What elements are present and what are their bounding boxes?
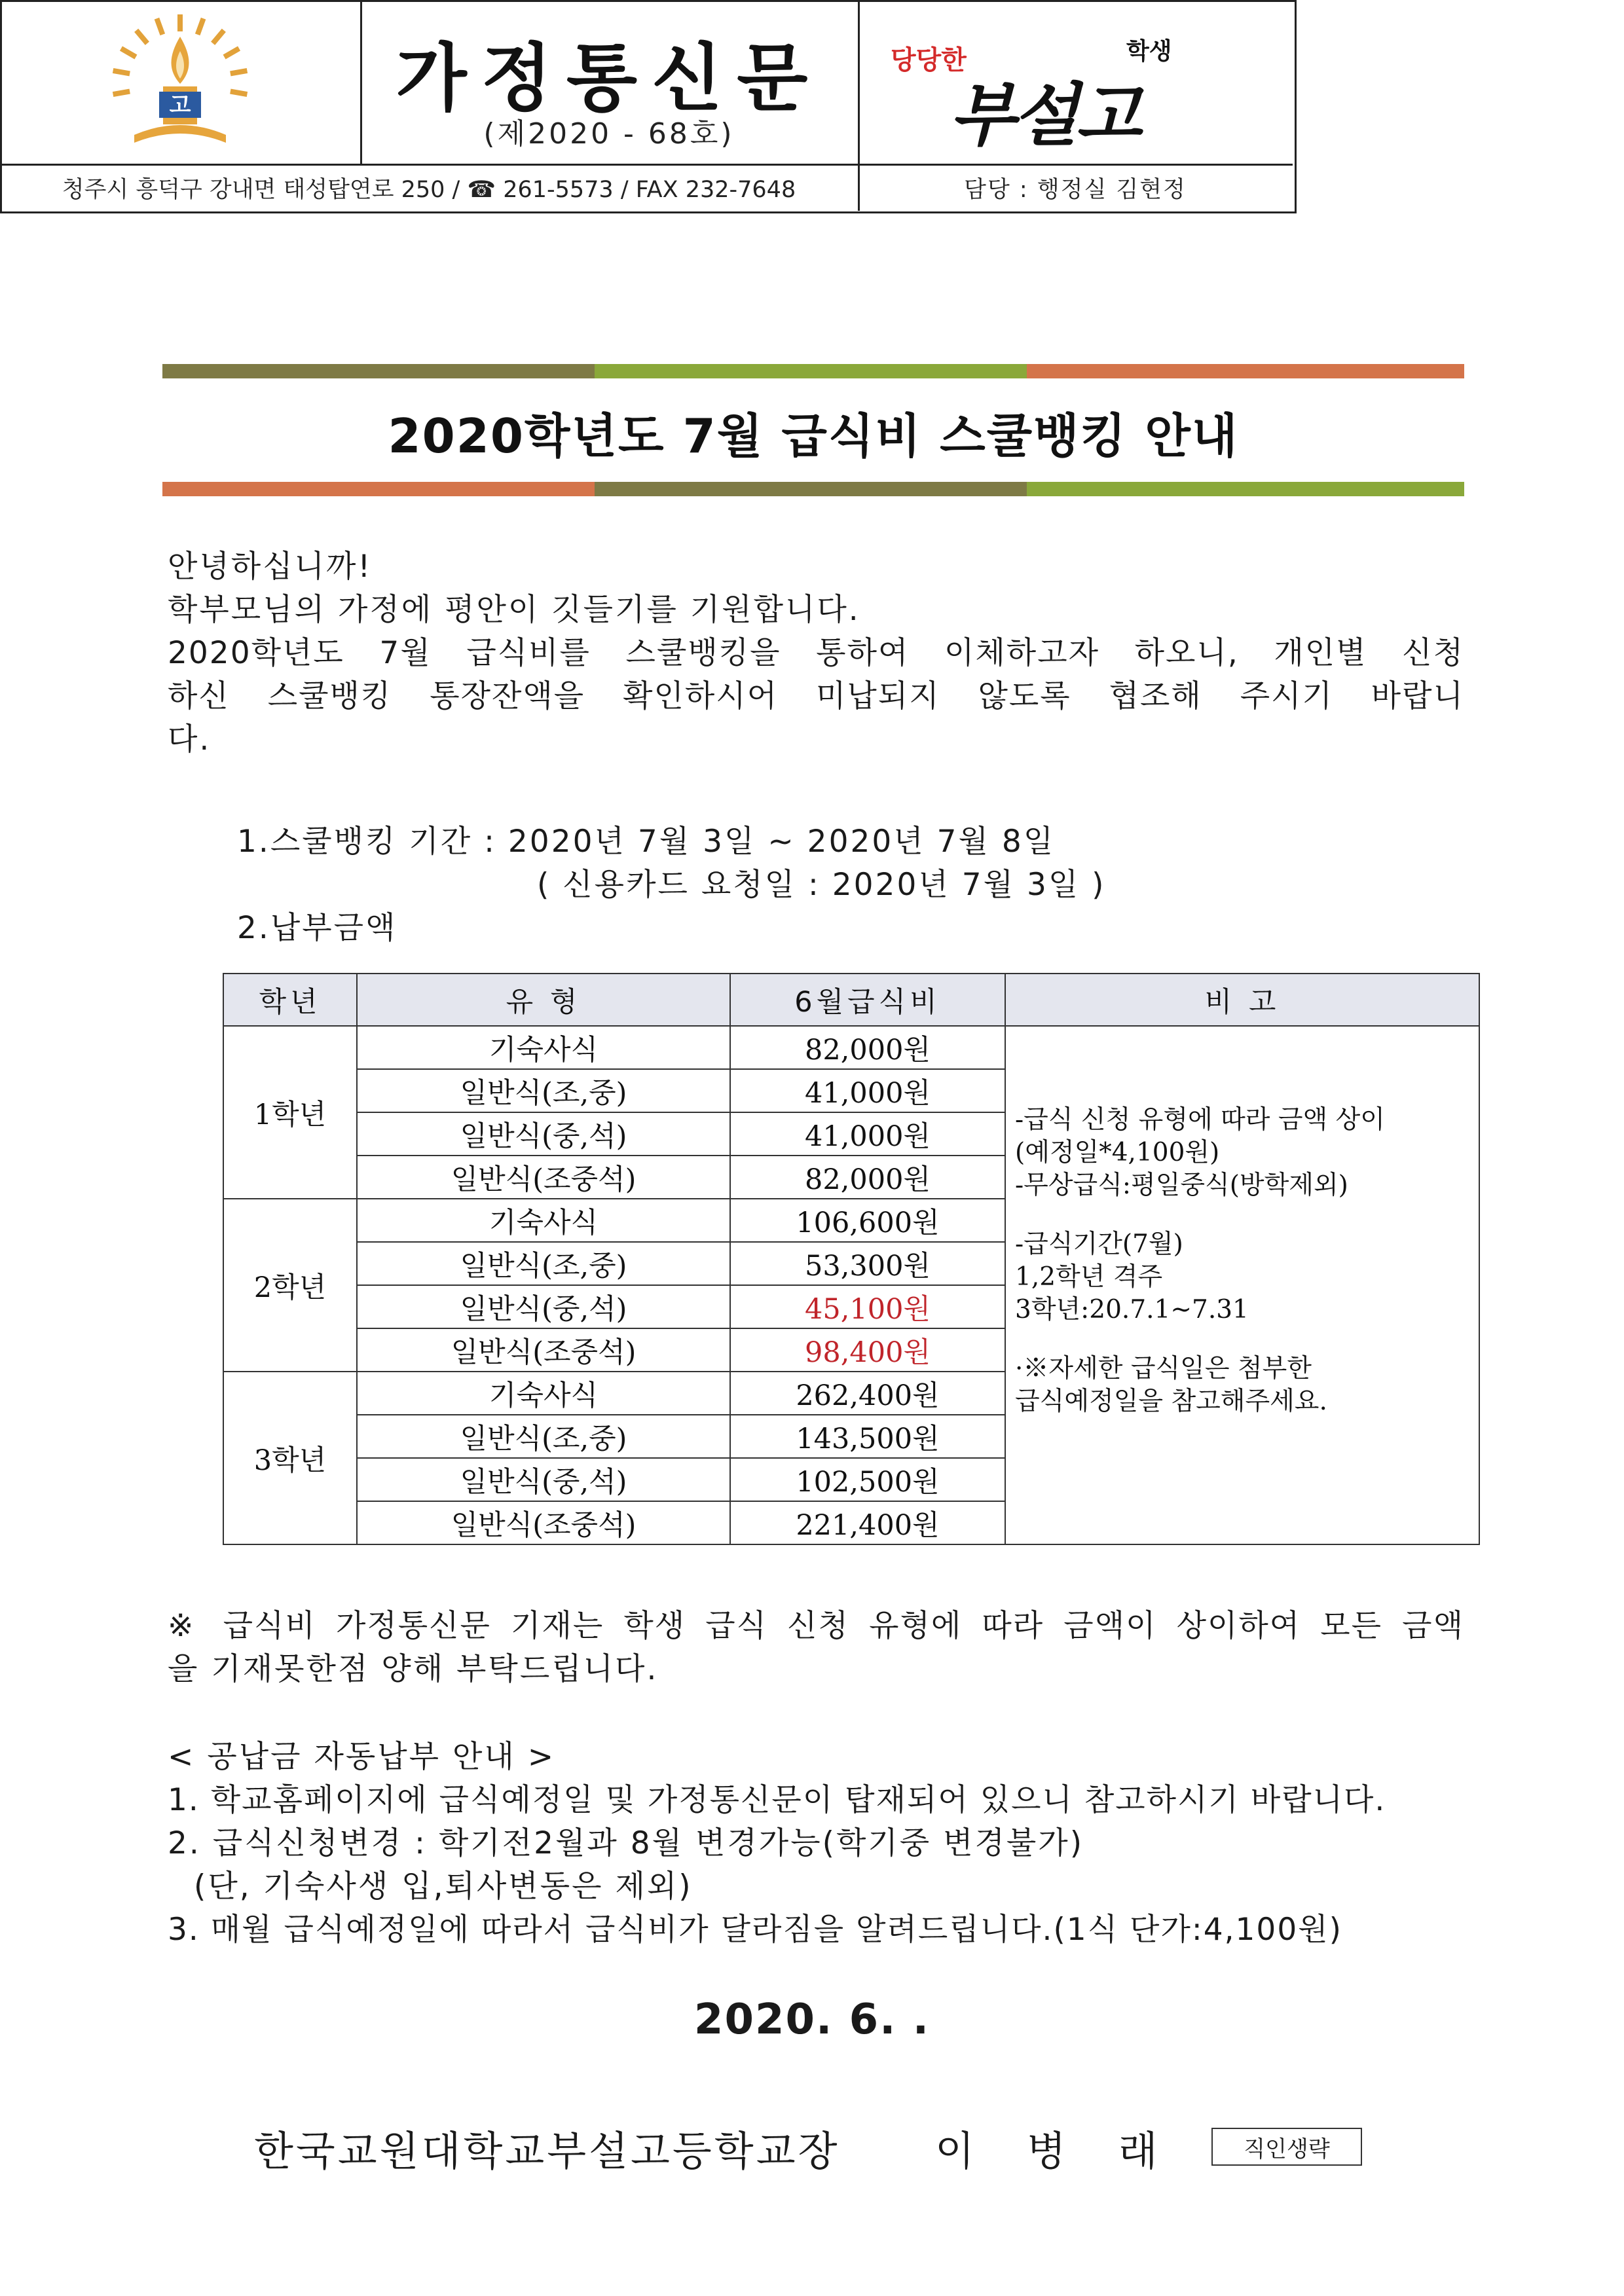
note-line: 1,2학년 격주 (1015, 1262, 1163, 1292)
contact-person: 담당 : 행정실 김현정 (964, 177, 1187, 203)
auto-payment-heading: < 공납금 자동납부 안내 > (168, 1739, 556, 1775)
type-cell: 일반식(중,석) (357, 1112, 730, 1156)
title-top-bar (162, 364, 1464, 378)
school-logo (0, 0, 360, 165)
note-spacer (1015, 1202, 1479, 1228)
school-emblem-icon (95, 10, 265, 155)
amount-heading: 2.납부금액 (237, 910, 397, 946)
table-row (223, 1026, 1479, 1069)
title-cell (360, 0, 858, 165)
notice-line-2: 을 기재못한점 양해 부탁드립니다. (168, 1651, 659, 1687)
fee-cell: 262,400원 (730, 1372, 1005, 1415)
note-line: -급식기간(7월) (1015, 1230, 1183, 1259)
school-address: 청주시 흥덕구 강내면 태성탑연로 250 / ☎ 261-5573 / FAX 232-7648 (62, 177, 796, 203)
auto-payment-item-2: 2. 급식신청변경 : 학기전2월과 8월 변경가능(학기중 변경불가) (168, 1825, 1084, 1861)
fee-cell-highlighted: 98,400원 (730, 1328, 1005, 1372)
intro-paragraph-line-1: 2020학년도 7월 급식비를 스쿨뱅킹을 통하여 이체하고자 하오니, 개인별 신청 (168, 635, 1464, 671)
notice-line-1: ※ 급식비 가정통신문 기재는 학생 급식 신청 유형에 따라 금액이 상이하여 모든 금액 (168, 1608, 1464, 1644)
note-line: -급식 신청 유형에 따라 금액 상이 (1015, 1105, 1385, 1135)
newsletter-title: 가정통신문 (396, 35, 822, 121)
note-line: ·※자세한 급식일은 첨부한 (1015, 1354, 1312, 1383)
intro-paragraph-line-3: 다. (168, 721, 212, 757)
fee-cell: 53,300원 (730, 1242, 1005, 1285)
note-spacer (1015, 1326, 1479, 1353)
note-line: (예정일*4,100원) (1015, 1138, 1220, 1167)
auto-payment-item-3: 3. 매월 급식예정일에 따라서 급식비가 달라짐을 알려드립니다.(1식 단가:4,100원) (168, 1912, 1342, 1948)
type-cell: 일반식(중,석) (357, 1458, 730, 1501)
main-title: 2020학년도 7월 급식비 스쿨뱅킹 안내 (388, 409, 1239, 464)
auto-payment-item-2-sub: (단, 기숙사생 입,퇴사변동은 제외) (194, 1868, 693, 1904)
type-cell: 일반식(조중석) (357, 1501, 730, 1544)
type-cell: 기숙사식 (357, 1199, 730, 1242)
type-cell: 일반식(조,중) (357, 1069, 730, 1112)
svg-text:고: 고 (169, 92, 191, 118)
table-header-row (223, 974, 1479, 1026)
banking-period: 1.스쿨뱅킹 기간 : 2020년 7월 3일 ~ 2020년 7월 8일 (237, 824, 1056, 860)
note-cell (1005, 1026, 1479, 1544)
slogan-student-text: 학생 (1126, 38, 1172, 65)
issue-number: (제2020 - 68호) (483, 117, 735, 151)
fee-cell-highlighted: 45,100원 (730, 1285, 1005, 1328)
title-bottom-bar (162, 482, 1464, 496)
grade-cell: 3학년 (223, 1372, 357, 1544)
seal-omitted-box: 직인생략 (1211, 2128, 1362, 2166)
fee-cell: 41,000원 (730, 1112, 1005, 1156)
fee-cell: 82,000원 (730, 1026, 1005, 1069)
wish-line: 학부모님의 가정에 평안이 깃들기를 기원합니다. (168, 592, 860, 628)
fee-cell: 82,000원 (730, 1156, 1005, 1199)
type-cell: 일반식(조,중) (357, 1242, 730, 1285)
fee-cell: 41,000원 (730, 1069, 1005, 1112)
fee-cell: 106,600원 (730, 1199, 1005, 1242)
type-cell: 일반식(조,중) (357, 1415, 730, 1458)
note-line: 3학년:20.7.1~7.31 (1015, 1295, 1249, 1324)
fee-cell: 102,500원 (730, 1458, 1005, 1501)
fee-cell: 143,500원 (730, 1415, 1005, 1458)
type-cell: 기숙사식 (357, 1372, 730, 1415)
grade-cell: 2학년 (223, 1199, 357, 1372)
card-request-date: ( 신용카드 요청일 : 2020년 7월 3일 ) (537, 867, 1106, 903)
header-note: 비 고 (1005, 974, 1479, 1026)
type-cell: 일반식(조중석) (357, 1328, 730, 1372)
type-cell: 기숙사식 (357, 1026, 730, 1069)
slogan-school-text: 부설고 (950, 75, 1139, 155)
note-line: -무상급식:평일중식(방학제외) (1015, 1171, 1348, 1200)
fee-table (223, 973, 1480, 1545)
header-grade: 학년 (223, 974, 357, 1026)
grade-cell: 1학년 (223, 1026, 357, 1199)
principal-title: 한국교원대학교부설고등학교장 (254, 2127, 840, 2175)
header-type: 유 형 (357, 974, 730, 1026)
auto-payment-item-1: 1. 학교홈페이지에 급식예정일 및 가정통신문이 탑재되어 있으니 참고하시기 바랍니다. (168, 1782, 1386, 1818)
intro-paragraph-line-2: 하신 스쿨뱅킹 통장잔액을 확인하시어 미납되지 않도록 협조해 주시기 바랍니 (168, 678, 1464, 714)
note-line: 급식예정일을 참고해주세요. (1015, 1387, 1327, 1416)
header-fee: 6월급식비 (730, 974, 1005, 1026)
type-cell: 일반식(중,석) (357, 1285, 730, 1328)
principal-name: 이병래 (935, 2127, 1210, 2175)
slogan-red-text: 당당한 (891, 45, 967, 75)
newsletter-header (0, 0, 1297, 213)
school-slogan (858, 0, 1293, 165)
type-cell: 일반식(조중석) (357, 1156, 730, 1199)
greeting: 안녕하십니까! (168, 549, 373, 585)
fee-cell: 221,400원 (730, 1501, 1005, 1544)
issue-date: 2020. 6. . (693, 1995, 931, 2044)
